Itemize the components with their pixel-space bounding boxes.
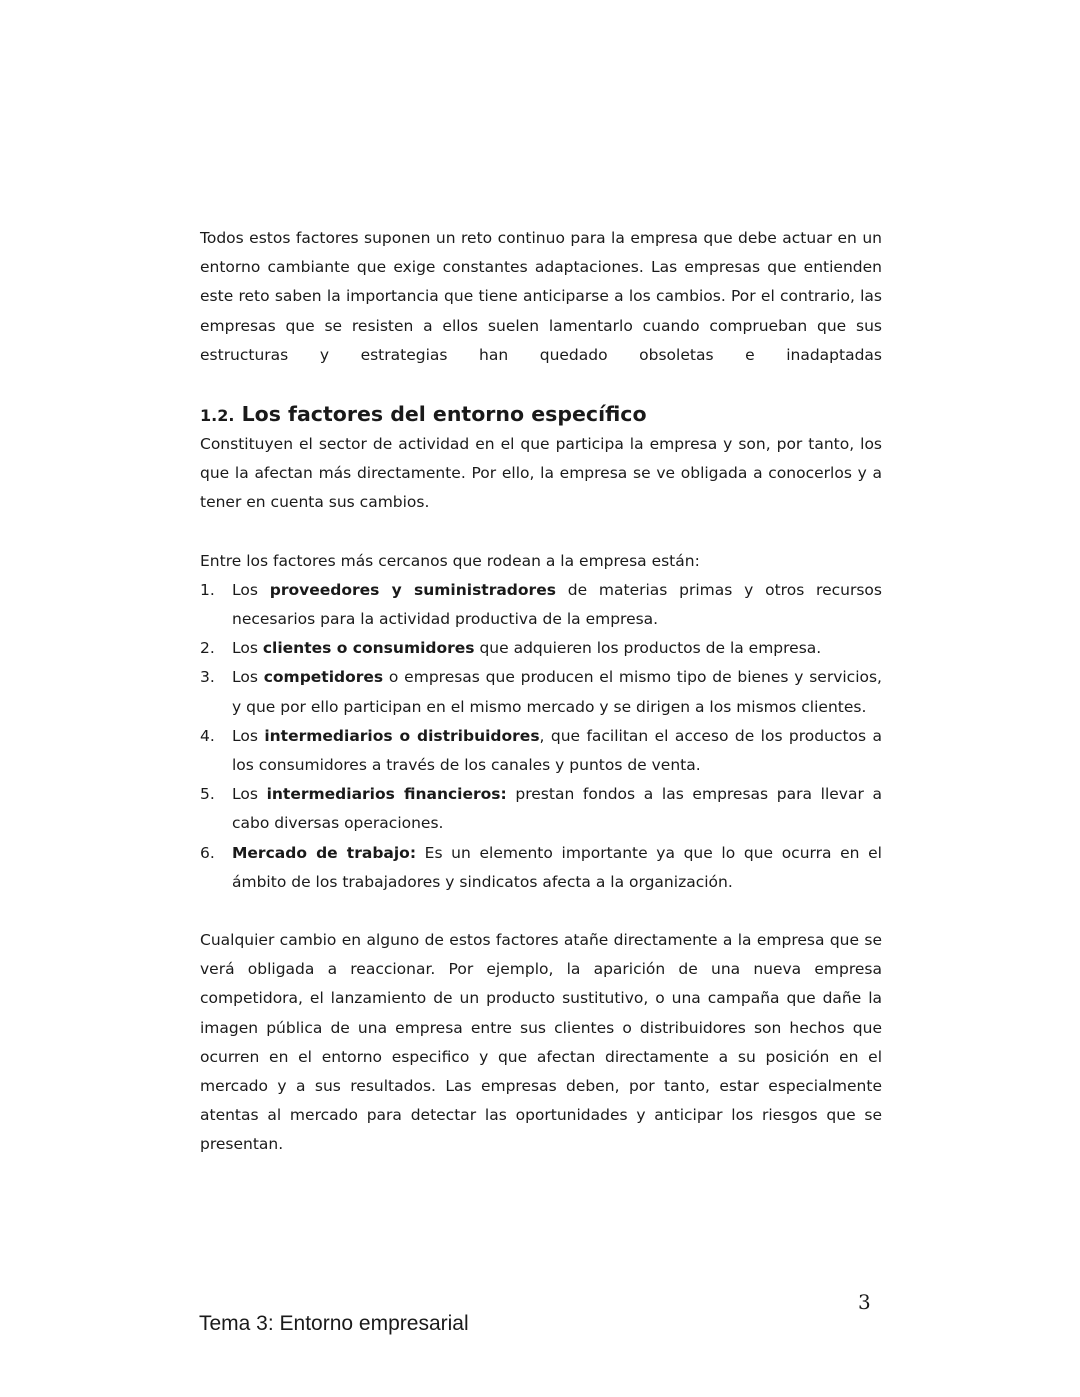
list-item: 6. Mercado de trabajo: Es un elemento importante ya que lo que ocurra en el ámbito de los trabajadores y sindicatos afecta a la organización. — [200, 843, 882, 891]
footer-title: Tema 3: Entorno empresarial — [199, 1312, 469, 1335]
list-item: 5. Los intermediarios financieros: prestan fondos a las empresas para llevar a cabo diversas operaciones. — [200, 785, 882, 833]
section-heading — [200, 400, 882, 430]
page-body — [200, 224, 882, 1160]
list-item: 2. Los clientes o consumidores que adquieren los productos de la empresa. — [200, 639, 822, 658]
list-item: 4. Los intermediarios o distribuidores, que facilitan el acceso de los productos a los consumidores a través de los canales y puntos de venta. — [200, 726, 882, 775]
factors-list — [200, 576, 882, 897]
section-title: Los factores del entorno específico — [241, 402, 647, 427]
page-number: 3 — [858, 1290, 871, 1314]
intro-paragraph: Todos estos factores suponen un reto continuo para la empresa que debe actuar en un entorno cambiante que exige constantes adaptaciones. Las empresas que entienden este reto saben la importancia que tiene anticiparse a los cambios. Por el contrario, las empresas que se resisten a ellos suelen lamentarlo cuando comprueban que sus estructuras y estrategias han quedado obsoletas e inadaptadas — [200, 229, 882, 364]
list-item: 1. Los proveedores y suministradores de materias primas y otros recursos necesarios para la actividad productiva de la empresa. — [200, 580, 882, 629]
closing-paragraph: Cualquier cambio en alguno de estos factores atañe directamente a la empresa que se verá obligada a reaccionar. Por ejemplo, la aparición de una nueva empresa competidora, el lanzamiento de un producto sustitutivo, o una campaña que dañe la imagen pública de una empresa entre sus clientes o distribuidores son hechos que ocurren en el entorno especifico y que afectan directamente a su posición en el mercado y a sus resultados. Las empresas deben, por tanto, estar especialmente atentas al mercado para detectar las oportunidades y anticipar los riesgos que se presentan. — [200, 931, 882, 1154]
section-number: 1.2. — [200, 406, 235, 426]
list-intro: Entre los factores más cercanos que rodean a la empresa están: — [200, 551, 700, 570]
list-item: 3. Los competidores o empresas que producen el mismo tipo de bienes y servicios, y que por ello participan en el mismo mercado y se dirigen a los mismos clientes. — [200, 668, 882, 716]
section-paragraph: Constituyen el sector de actividad en el que participa la empresa y son, por tanto, los que la afectan más directamente. Por ello, la empresa se ve obligada a conocerlos y a tener en cuenta sus cambios. — [200, 435, 882, 512]
